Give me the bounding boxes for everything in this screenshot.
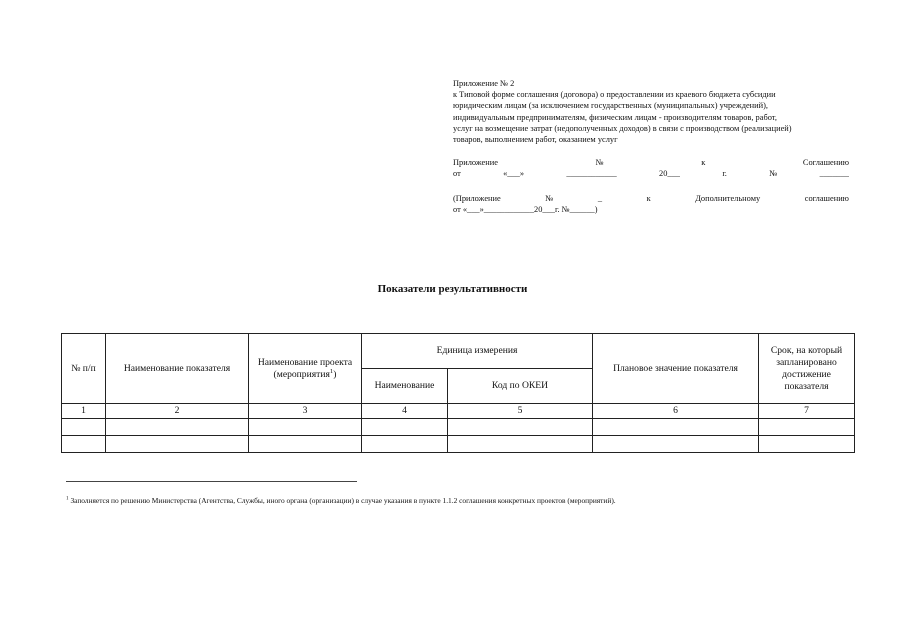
footnote-number: 1 bbox=[66, 495, 69, 502]
agreement-ref-word: Соглашению bbox=[802, 158, 849, 168]
footnote-text: Заполняется по решению Министерства (Агентства, Службы, иного органа (организации) в случае указания в пункте 1.1.2 соглашения конкретных проектов (мероприятий). bbox=[70, 496, 616, 505]
column-number: 3 bbox=[249, 404, 362, 419]
appendix-header bbox=[453, 78, 849, 215]
header-unit-name: Наименование bbox=[362, 369, 448, 404]
agreement-ref-word: _______ bbox=[819, 169, 849, 179]
agreement-reference-row-1 bbox=[453, 157, 849, 168]
header-project bbox=[249, 334, 362, 404]
table-cell bbox=[62, 436, 106, 453]
header-unit-okei: Код по ОКЕИ bbox=[448, 369, 593, 404]
header-deadline: Срок, на который запланировано достижение показателя bbox=[759, 334, 855, 404]
header-project-close: ) bbox=[333, 368, 337, 380]
supplement-ref-word: _ bbox=[597, 193, 603, 203]
supplement-reference-row-2: от «___»____________20___г. №______) bbox=[453, 204, 598, 214]
agreement-ref-word: № bbox=[595, 158, 604, 168]
header-unit: Единица измерения bbox=[362, 334, 593, 369]
column-number: 5 bbox=[448, 404, 593, 419]
table-cell bbox=[106, 419, 249, 436]
footnote bbox=[66, 496, 846, 506]
table-cell bbox=[62, 419, 106, 436]
agreement-ref-word: от bbox=[453, 169, 461, 179]
agreement-ref-word: Приложение bbox=[453, 158, 498, 168]
agreement-reference-row-2 bbox=[453, 168, 849, 179]
column-number: 7 bbox=[759, 404, 855, 419]
header-num: № п/п bbox=[62, 334, 106, 404]
column-number: 6 bbox=[593, 404, 759, 419]
header-planned: Плановое значение показателя bbox=[593, 334, 759, 404]
indicators-table bbox=[61, 333, 855, 453]
page-title: Показатели результативности bbox=[377, 283, 528, 295]
table-cell bbox=[759, 436, 855, 453]
supplement-ref-word: соглашению bbox=[804, 193, 849, 203]
table-cell bbox=[106, 436, 249, 453]
agreement-ref-word: № bbox=[769, 169, 778, 179]
agreement-ref-word: г. bbox=[722, 169, 727, 179]
column-numbers-row bbox=[62, 404, 855, 419]
table-cell bbox=[362, 419, 448, 436]
agreement-ref-word: 20___ bbox=[659, 169, 680, 179]
appendix-line: к Типовой форме соглашения (договора) о предоставлении из краевого бюджета субсидии bbox=[453, 90, 776, 100]
supplement-ref-word: к bbox=[646, 193, 651, 203]
footnote-mark: 1 bbox=[329, 367, 334, 375]
table-cell bbox=[362, 436, 448, 453]
supplement-reference-row-1 bbox=[453, 193, 849, 204]
column-number: 1 bbox=[62, 404, 106, 419]
appendix-line: юридическим лицам (за исключением государственных (муниципальных) учреждений), bbox=[453, 101, 768, 111]
table-row bbox=[62, 436, 855, 453]
table-cell bbox=[249, 436, 362, 453]
column-number: 2 bbox=[106, 404, 249, 419]
appendix-line: товаров, выполнением работ, оказанием услуг bbox=[453, 135, 618, 145]
footnote-separator bbox=[66, 481, 357, 482]
table-header-row bbox=[62, 334, 855, 369]
table-cell bbox=[593, 436, 759, 453]
header-project-text: Наименование проекта (мероприятия bbox=[257, 356, 353, 380]
agreement-ref-word: к bbox=[701, 158, 706, 168]
agreement-ref-word: ____________ bbox=[566, 169, 617, 179]
table-cell bbox=[448, 436, 593, 453]
table-cell bbox=[593, 419, 759, 436]
supplement-ref-word: Дополнительному bbox=[695, 193, 761, 203]
table-row bbox=[62, 419, 855, 436]
agreement-ref-word: «___» bbox=[503, 169, 525, 179]
supplement-ref-word: № bbox=[545, 193, 554, 203]
appendix-number: Приложение № 2 bbox=[453, 79, 515, 88]
supplement-ref-word: (Приложение bbox=[453, 193, 501, 203]
column-number: 4 bbox=[362, 404, 448, 419]
table-cell bbox=[448, 419, 593, 436]
appendix-line: индивидуальным предпринимателям, физическим лицам - производителям товаров, работ, bbox=[453, 112, 777, 122]
appendix-line: услуг на возмещение затрат (недополученных доходов) в связи с производством (реализацией) bbox=[453, 123, 792, 133]
header-indicator: Наименование показателя bbox=[106, 334, 249, 404]
table-cell bbox=[759, 419, 855, 436]
table-cell bbox=[249, 419, 362, 436]
